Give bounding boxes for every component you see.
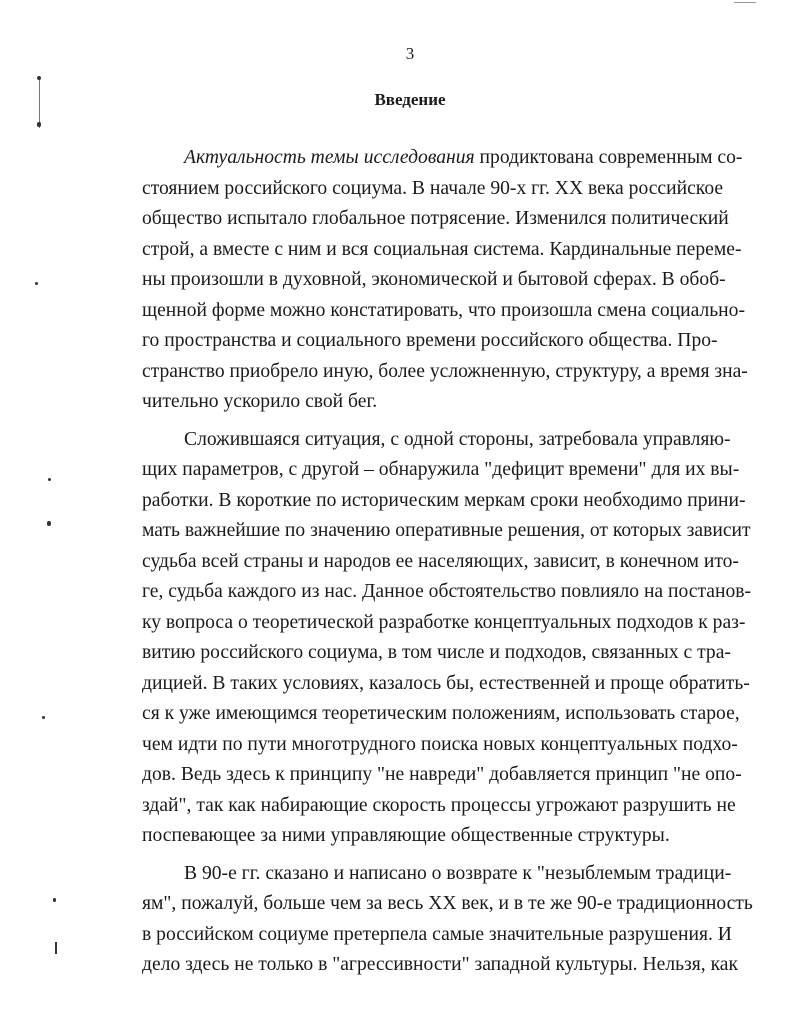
scan-artifact bbox=[734, 2, 756, 3]
text-line: ге, судьба каждого из нас. Данное обстоятельство повлияло на постанов- bbox=[142, 581, 752, 602]
scan-artifact bbox=[47, 521, 51, 526]
text-line: работки. В короткие по историческим меркам сроки необходимо прини- bbox=[142, 489, 746, 511]
page-number: 3 bbox=[405, 44, 415, 63]
text-line: В 90-е гг. сказано и написано о возврате к "незыблемым традици- bbox=[184, 862, 732, 884]
text-line: Сложившаяся ситуация, с одной стороны, затребовала управляю- bbox=[184, 428, 731, 450]
text-line: чем идти по пути многотрудного поиска новых концептуальных подхо- bbox=[142, 733, 738, 755]
text-line: дицией. В таких условиях, казалось бы, естественней и проще обратить- bbox=[142, 672, 750, 694]
text-line: строй, а вместе с ним и вся социальная система. Кардинальные переме- bbox=[142, 238, 742, 260]
text-line: дело здесь не только в "агрессивности" западной культуры. Нельзя, как bbox=[142, 954, 739, 975]
scan-artifact bbox=[37, 122, 41, 127]
scan-artifact bbox=[48, 478, 51, 481]
scan-artifact bbox=[55, 942, 57, 954]
text-line: поспевающее за ними управляющие общественные структуры. bbox=[142, 825, 670, 846]
scan-artifact bbox=[53, 898, 56, 902]
text-line: витию российского социума, в том числе и подходов, связанных с тра- bbox=[142, 642, 731, 663]
text-line: странство приобрело иную, более усложненную, структуру, а время зна- bbox=[142, 360, 748, 382]
text-line: судьба всей страны и народов ее населяющих, зависит, в конечном ито- bbox=[142, 550, 739, 572]
section-title: Введение bbox=[374, 90, 446, 109]
text-line: ку вопроса о теоретической разработке концептуальных подходов к раз- bbox=[142, 611, 746, 633]
text-line: ся к уже имеющимся теоретическим положениям, использовать старое, bbox=[142, 703, 740, 724]
text-line: го пространства и социального времени российского общества. Про- bbox=[142, 330, 718, 351]
scan-artifact bbox=[42, 716, 45, 719]
text-line: стоянием российского социума. В начале 90-х гг. XX века российское bbox=[142, 177, 724, 199]
emphasized-phrase: Актуальность темы исследования bbox=[184, 147, 475, 168]
text-line: мать важнейшие по значению оперативные решения, от которых зависит bbox=[142, 520, 751, 541]
scan-artifact bbox=[35, 282, 38, 285]
text-line: ям", пожалуй, больше чем за весь XX век, и в те же 90-е традиционность bbox=[142, 893, 753, 914]
text-line: Актуальность темы исследования продиктована современным со- bbox=[184, 147, 743, 168]
text-line: ны произошли в духовной, экономической и бытовой сферах. В обоб- bbox=[142, 269, 726, 290]
text-line: дов. Ведь здесь к принципу "не навреди" добавляется принцип "не опо- bbox=[142, 764, 742, 785]
body-text bbox=[142, 143, 753, 981]
text-line: чительно ускорило свой бег. bbox=[142, 391, 378, 412]
text-line: здай", так как набирающие скорость процессы угрожают разрушить не bbox=[142, 794, 736, 816]
text-line: щенной форме можно констатировать, что произошла смена социально- bbox=[142, 299, 745, 321]
text-line: щих параметров, с другой – обнаружила "дефицит времени" для их вы- bbox=[142, 459, 740, 480]
text-line: в российском социуме претерпела самые значительные разрушения. И bbox=[142, 923, 732, 945]
scan-artifact bbox=[37, 76, 41, 80]
scan-artifact bbox=[39, 76, 40, 128]
text-line: общество испытало глобальное потрясение. Изменился политический bbox=[142, 208, 729, 229]
